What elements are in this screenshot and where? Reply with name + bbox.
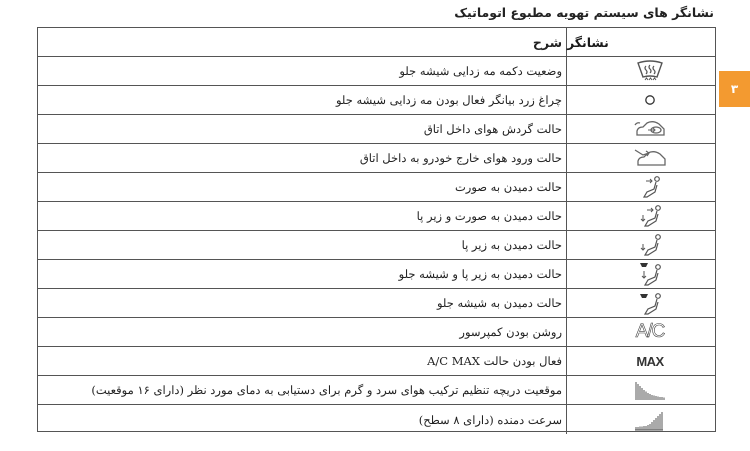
table-row [38, 144, 715, 173]
vent-feet-icon [633, 233, 667, 257]
table-row [38, 376, 715, 405]
table-row [38, 57, 715, 86]
table-row [38, 405, 715, 434]
table-row [38, 231, 715, 260]
row-description: روشن بودن کمپرسور [459, 325, 562, 339]
row-description: سرعت دمنده (دارای ۸ سطح) [418, 412, 562, 427]
row-description: حالت دمیدن به صورت [454, 180, 562, 194]
header-indicator-cell [566, 28, 715, 56]
row-description: موقعیت دریچه تنظیم ترکیب هوای سرد و گرم برای دستیابی به دمای مورد نظر (دارای ۱۶ موقعیت) [91, 383, 562, 397]
fresh-air-intake-icon [633, 146, 667, 170]
table-row [38, 115, 715, 144]
row-description: حالت دمیدن به شیشه جلو [436, 296, 562, 310]
table-row [38, 260, 715, 289]
vent-face-icon [633, 175, 667, 199]
table-row [38, 202, 715, 231]
air-recirculation-icon [633, 117, 667, 141]
row-description: حالت دمیدن به زیر پا [461, 238, 562, 252]
max-text-icon: MAX [636, 353, 664, 369]
vent-feet-windshield-icon [633, 262, 667, 286]
row-description: حالت دمیدن به زیر پا و شیشه جلو [398, 267, 562, 281]
row-description: حالت ورود هوای خارج خودرو به داخل اتاق [359, 151, 562, 165]
page-title: نشانگر های سیستم تهویه مطبوع اتوماتیک [454, 5, 714, 20]
table-header-row [38, 28, 715, 57]
windshield-defrost-icon [633, 59, 667, 83]
header-indicator: نشانگر [567, 34, 609, 50]
fan-speed-bars-icon [633, 408, 667, 432]
chapter-badge: ۳ [719, 71, 750, 107]
vent-face-feet-icon [633, 204, 667, 228]
temperature-blend-bars-icon [633, 378, 667, 402]
ac-text-icon: A/C [635, 321, 665, 342]
table-row [38, 347, 715, 376]
row-description: فعال بودن حالت A/C MAX [427, 354, 562, 368]
table-row [38, 318, 715, 347]
row-description: حالت دمیدن به صورت و زیر پا [416, 209, 562, 223]
indicator-lamp-circle-icon [633, 88, 667, 112]
row-description: چراغ زرد بیانگر فعال بودن مه زدایی شیشه جلو [335, 93, 562, 107]
table-row [38, 86, 715, 115]
header-description: شرح [532, 34, 562, 50]
table-row [38, 289, 715, 318]
indicator-table [37, 27, 716, 432]
vent-windshield-icon [633, 291, 667, 315]
table-row [38, 173, 715, 202]
row-description: حالت گردش هوای داخل اتاق [423, 122, 562, 136]
row-description: وضعیت دکمه مه زدایی شیشه جلو [399, 64, 562, 78]
